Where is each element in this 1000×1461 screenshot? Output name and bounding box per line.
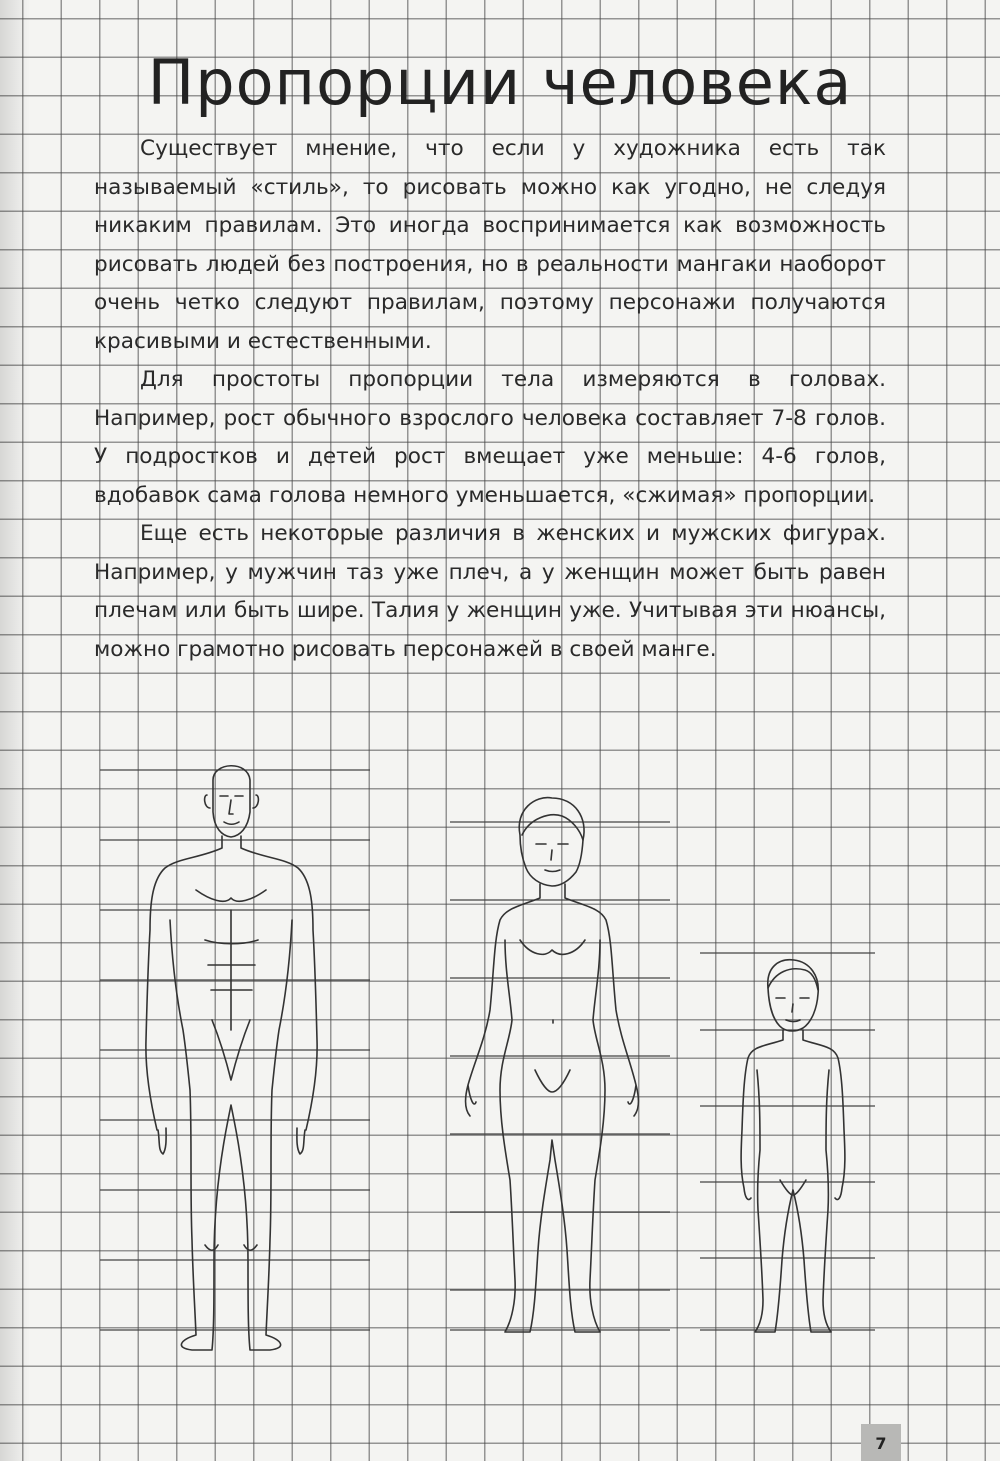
child-guides [700,953,875,1330]
paragraph: Еще есть некоторые различия в женских и мужских фигурах. Например, у мужчин таз уже плеч, а у женщин может быть равен плечам или быть шире. Талия у женщин уже. Учитывая эти нюансы, можно грамотно рисовать персонажей в своей манге. [94,521,886,662]
child-figure [741,960,845,1332]
female-figure [466,798,639,1332]
male-guides [100,770,370,1330]
body-text [94,130,886,669]
female-guides [450,822,670,1330]
page-title: Пропорции человека [147,46,853,119]
male-figure [146,766,317,1350]
paragraph: Для простоты пропорции тела измеряются в головах. Например, рост обычного взрослого человека составляет 7-8 голов. У подростков и детей рост вмещает уже меньше: 4-6 голов, вдобавок сама голова немного уменьшается, «сжимая» пропорции. [94,367,886,508]
page-number: 7 [861,1424,901,1461]
paragraph: Существует мнение, что если у художника есть так называемый «стиль», то рисовать можно как угодно, не следуя никаким правилам. Это иногда воспринимается как возможность рисовать людей без построения, но в реальности мангаки наоборот очень четко следуют правилам, поэтому персонажи получаются красивыми и естественными. [94,136,886,354]
proportion-figures [0,740,1000,1460]
figures-illustration [0,740,1000,1460]
